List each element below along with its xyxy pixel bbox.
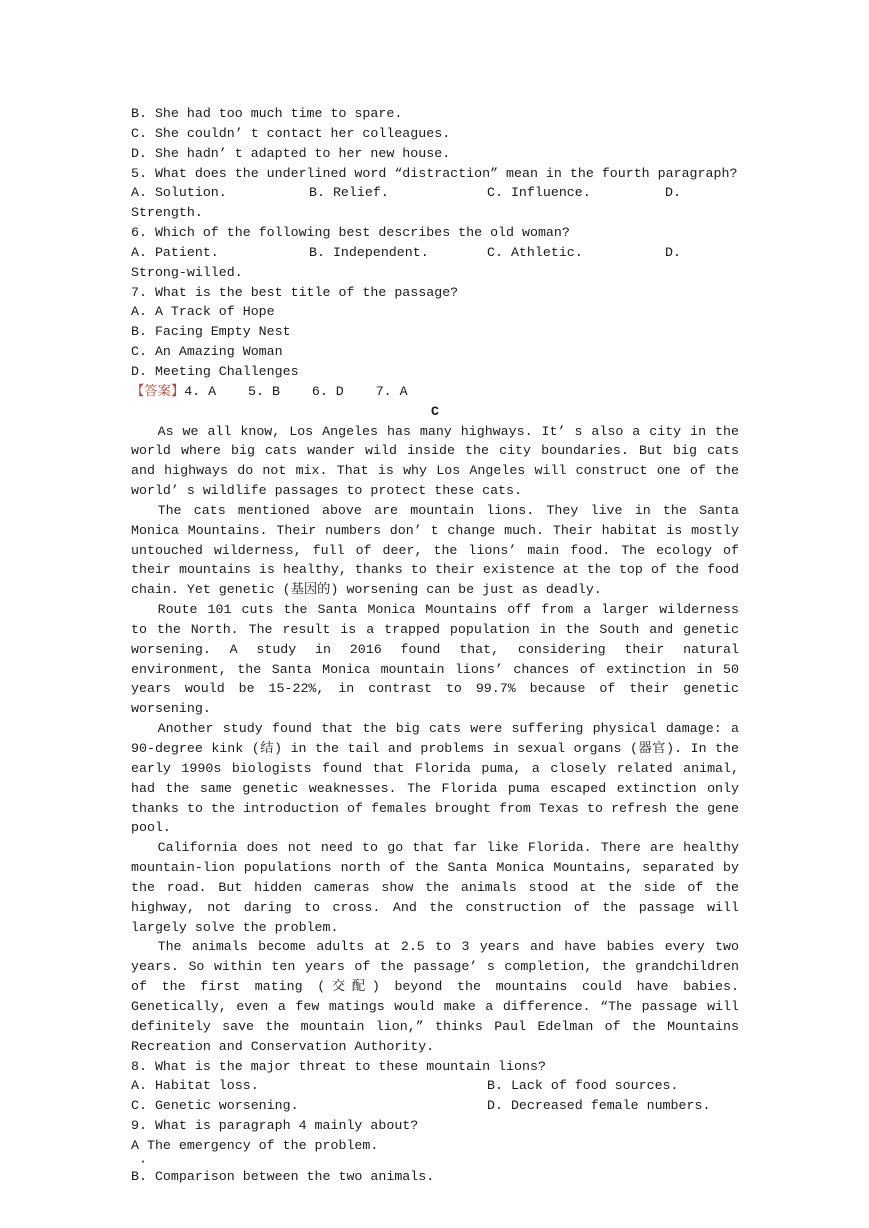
q5-options xyxy=(131,183,739,203)
document-page xyxy=(131,104,739,1187)
answer-text: 4. A 5. B 6. D 7. A xyxy=(184,383,408,399)
q8-option-a: A. Habitat loss. xyxy=(131,1078,259,1094)
q6-option-d-text: Strong-willed. xyxy=(131,264,243,280)
q7-option-b: B. Facing Empty Nest xyxy=(131,324,291,340)
q8-options-row-1 xyxy=(131,1076,739,1096)
q7-option-d: D. Meeting Challenges xyxy=(131,363,299,379)
passage-paragraph-1: As we all know, Los Angeles has many highways. It’ s also a city in the world where big cats wander wild inside the city boundaries. But big cats and highways do not mix. That is why Los Angeles will construct one of the world’ s wildlife passages to protect these cats. xyxy=(131,423,739,499)
q9-option-a: A The emergency of the problem. xyxy=(131,1137,379,1153)
q9-stem: 9. What is paragraph 4 mainly about? xyxy=(131,1118,419,1134)
q5-option-a: A. Solution. xyxy=(131,185,227,201)
q8-option-d: D. Decreased female numbers. xyxy=(487,1098,711,1114)
q4-option-c: C. She couldn’ t contact her colleagues. xyxy=(131,125,451,141)
q5-stem: 5. What does the underlined word “distraction” mean in the fourth paragraph? xyxy=(131,165,738,181)
q6-options xyxy=(131,243,739,263)
answer-label: 【答案】 xyxy=(131,383,185,399)
q7-option-c: C. An Amazing Woman xyxy=(131,344,283,360)
section-title: C xyxy=(431,403,439,419)
q6-stem: 6. Which of the following best describes the old woman? xyxy=(131,225,570,241)
q5-option-d: D. xyxy=(665,185,681,201)
passage-paragraph-6: The animals become adults at 2.5 to 3 years and have babies every two years. So within ten years of the passage’ s completion, the grandchildren of the first mating (交配) beyond the mountains could have babies. Genetically, even a few matings would make a difference. “The passage will definitely save the mountain lion,” thinks Paul Edelman of the Mountains Recreation and Conservation Authority. xyxy=(131,939,739,1054)
passage-paragraph-3: Route 101 cuts the Santa Monica Mountains off from a larger wilderness to the North. The result is a trapped population in the South and genetic worsening. A study in 2016 found that, considering their natural environment, the Santa Monica mountain lions’ chances of extinction in 50 years would be 15-22%, in contrast to 99.7% because of their genetic worsening. xyxy=(131,602,739,717)
q8-stem: 8. What is the major threat to these mountain lions? xyxy=(131,1058,546,1074)
passage-paragraph-4: Another study found that the big cats were suffering physical damage: a 90-degree kink (结) in the tail and problems in sexual organs (器官). In the early 1990s biologists found that Florida puma, a closely related animal, had the same genetic weaknesses. The Florida puma escaped extinction only thanks to the introduction of females brought from Texas to refresh the gene pool. xyxy=(131,721,739,836)
q8-option-b: B. Lack of food sources. xyxy=(487,1078,679,1094)
passage-paragraph-2: The cats mentioned above are mountain lions. They live in the Santa Monica Mountains. Their numbers don’ t change much. Their habitat is mostly untouched wilderness, full of deer, the lions’ main food. The ecology of their mountains is healthy, thanks to their existence at the top of the food chain. Yet genetic (基因的) worsening can be just as deadly. xyxy=(131,502,739,598)
q6-option-d: D. xyxy=(665,244,681,260)
q5-option-c: C. Influence. xyxy=(487,185,591,201)
q8-option-c: C. Genetic worsening. xyxy=(131,1098,299,1114)
q8-options-row-2 xyxy=(131,1096,739,1116)
passage-paragraph-5: California does not need to go that far like Florida. There are healthy mountain-lion populations north of the Santa Monica Mountains, separated by the road. But hidden cameras show the animals stood at the side of the highway, not daring to cross. And the construction of the passage will largely solve the problem. xyxy=(131,840,739,935)
stray-dot-mark: · xyxy=(139,1153,147,1169)
q4-option-b: B. She had too much time to spare. xyxy=(131,106,403,121)
q7-stem: 7. What is the best title of the passage? xyxy=(131,284,459,300)
answer-key xyxy=(131,382,739,402)
q4-option-d: D. She hadn’ t adapted to her new house. xyxy=(131,145,451,161)
q6-option-a: A. Patient. xyxy=(131,244,219,260)
q5-option-b: B. Relief. xyxy=(309,185,389,201)
q6-option-c: C. Athletic. xyxy=(487,244,583,260)
q6-option-b: B. Independent. xyxy=(309,244,429,260)
q9-option-b: B. Comparison between the two animals. xyxy=(131,1168,435,1184)
q5-option-d-text: Strength. xyxy=(131,205,203,221)
q7-option-a: A. A Track of Hope xyxy=(131,304,275,320)
